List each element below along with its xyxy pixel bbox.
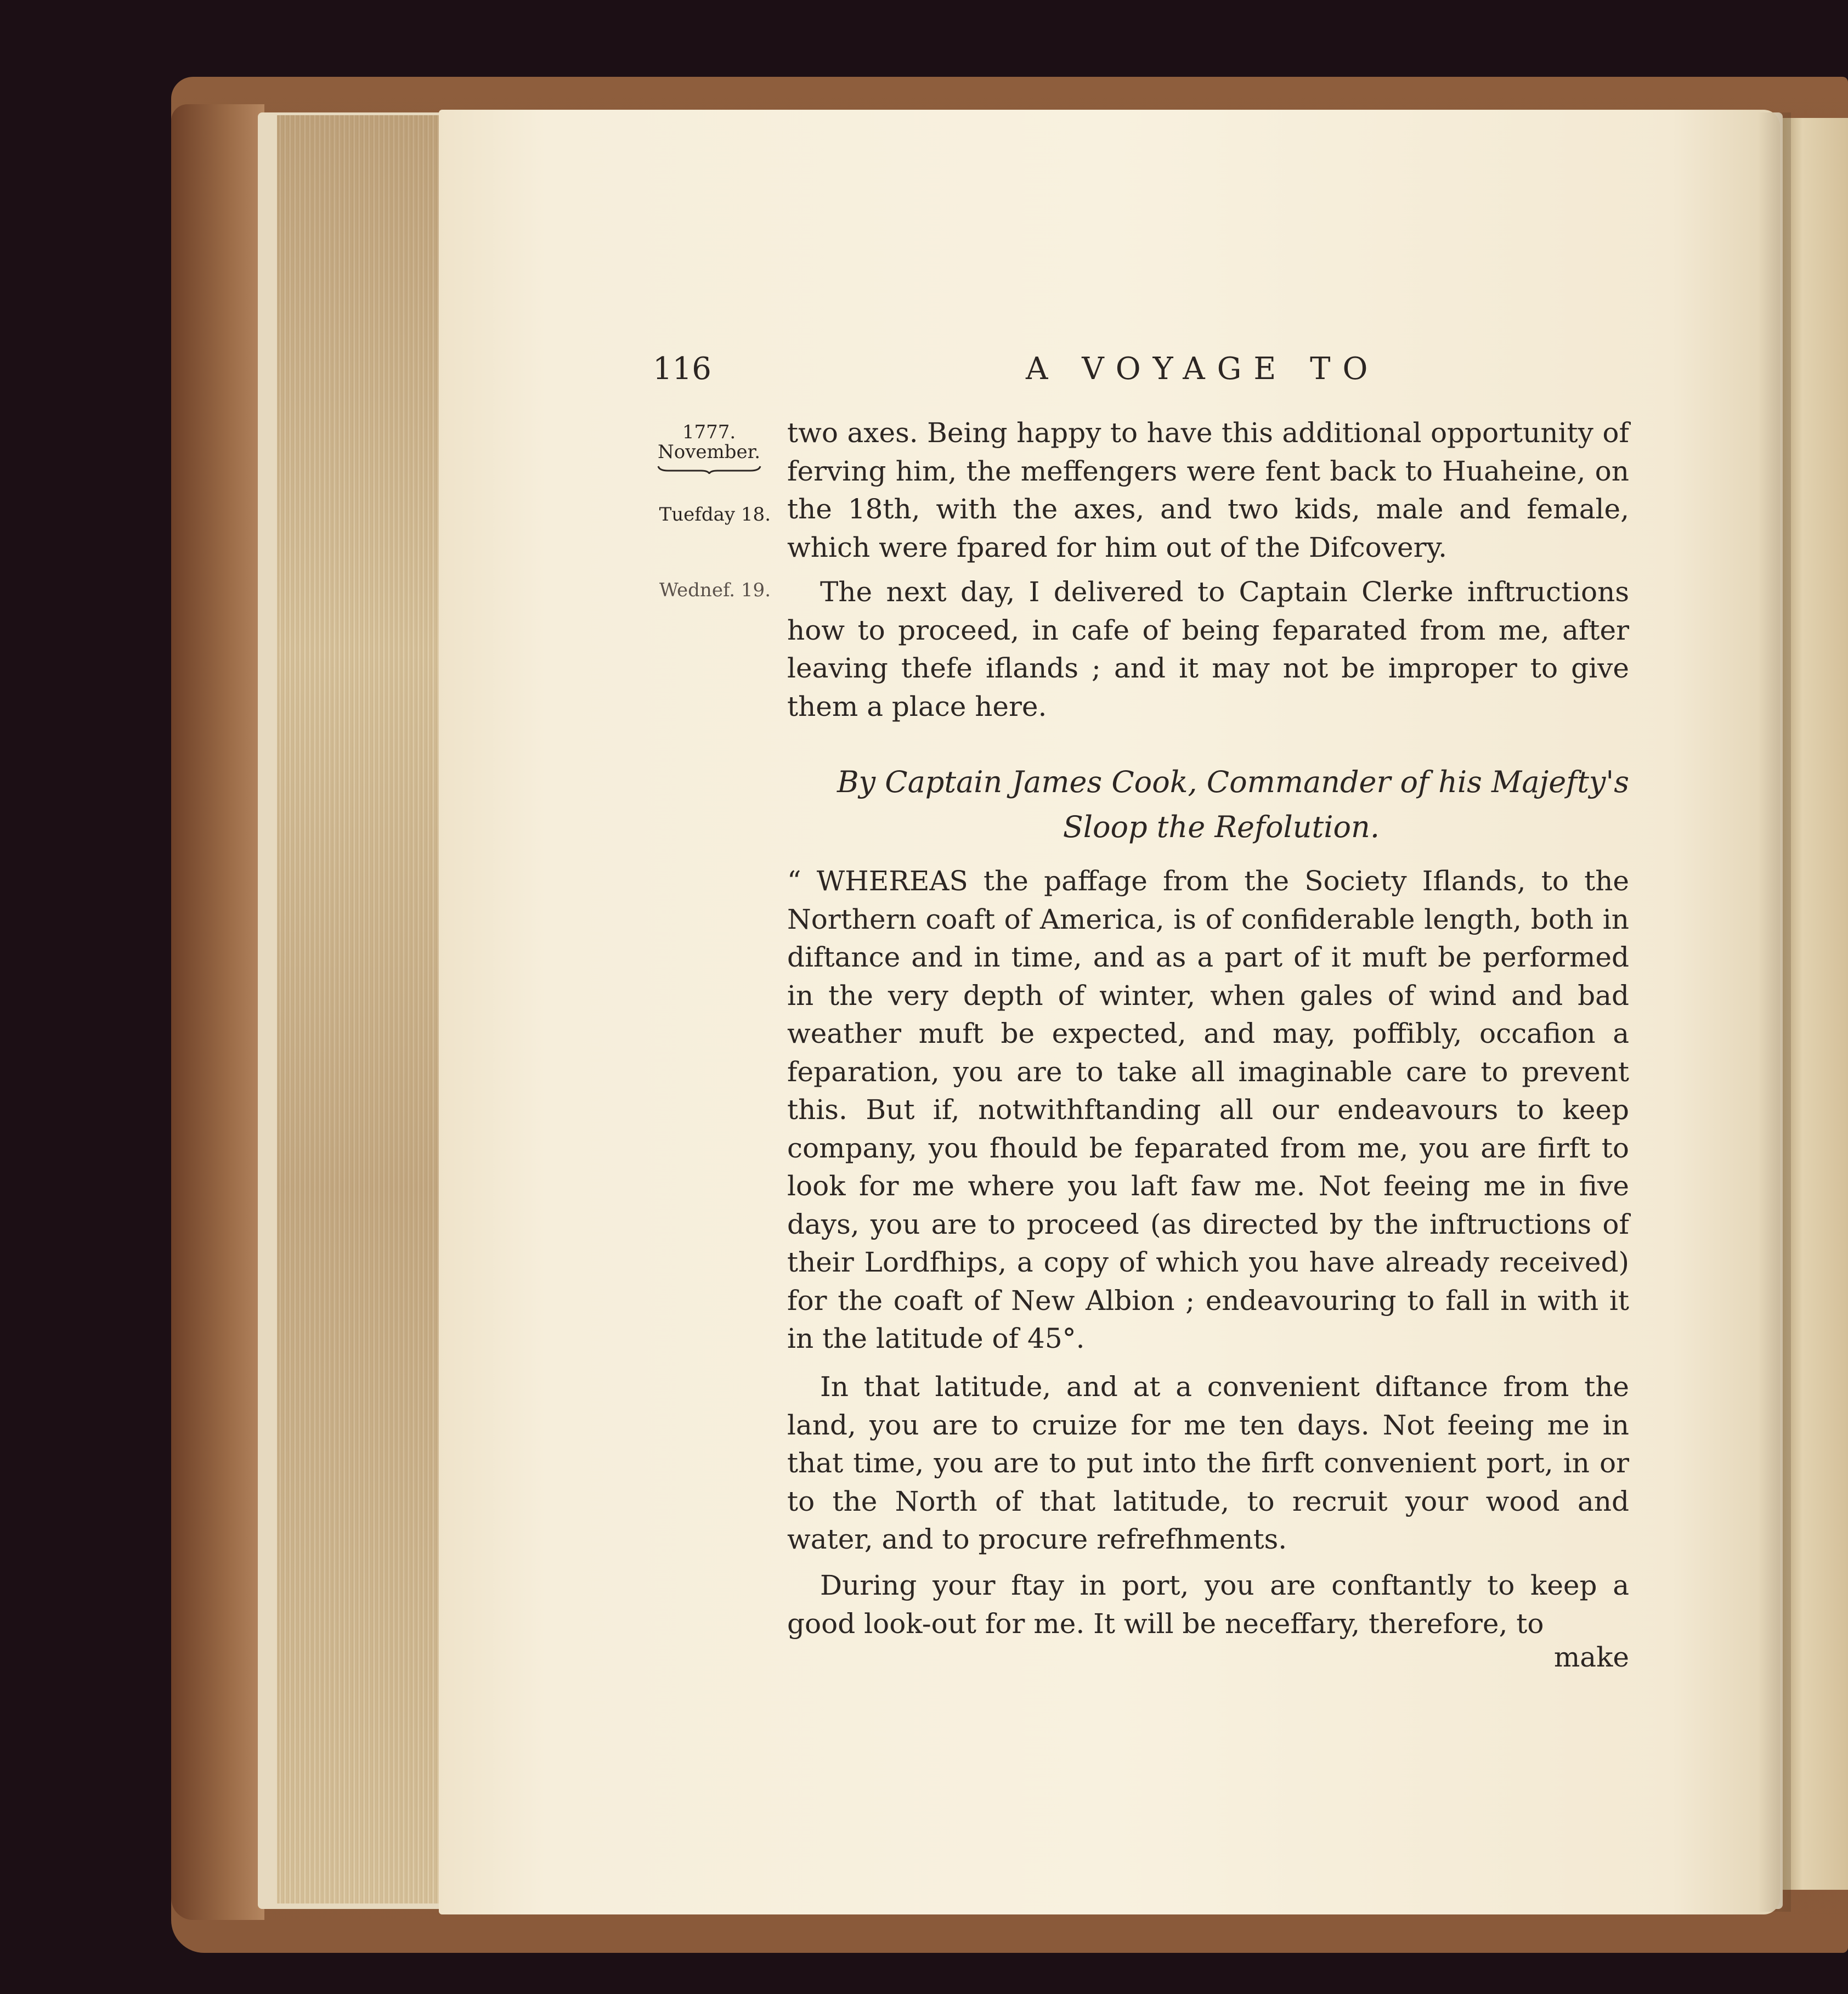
page-edges-stain <box>277 115 442 1903</box>
catchword: make <box>1553 1641 1629 1673</box>
book-cover-edge <box>171 104 264 1920</box>
instructions-heading <box>787 760 1629 850</box>
running-head: A VOYAGE TO <box>1026 351 1380 387</box>
margin-year: 1777. <box>682 421 736 443</box>
heading-line-1: By Captain James Cook, Commander of his Majefty's <box>837 765 1629 799</box>
paragraph-4: In that latitude, and at a convenient diftance from the land, you are to cruize for me ten days. Not feeing me in that time, you are to put into the firft convenient port, in or to the North of that latitude, to recruit your wood and water, and to procure refrefhments. <box>787 1371 1629 1555</box>
page-number: 116 <box>653 351 711 387</box>
paragraph-2: The next day, I delivered to Captain Clerke inftructions how to proceed, in cafe of being feparated from me, after leaving thefe iflands ; and it may not be improper to give them a place here. <box>787 576 1629 722</box>
margin-month: November. <box>658 441 760 463</box>
margin-date <box>647 422 771 474</box>
brace-ornament <box>657 464 761 474</box>
page-header <box>653 351 1629 395</box>
paragraph-3: “ WHEREAS the paffage from the Society Iflands, to the Northern coaft of America, is of confiderable length, both in diftance and in time, and as a part of it muft be performed in the very depth of winter, when gales of wind and bad weather muft be expected, and may, poffibly, occafion a feparation, you are to take all imaginable care to prevent this. But if, notwithftanding all our endeavours to keep company, you fhould be feparated from me, you are firft to look for me where you laft faw me. Not feeing me in five days, you are to proceed (as directed by the inftructions of their Lordfhips, a copy of which you have already received) for the coaft of New Albion ; endeavouring to fall in with it in the latitude of 45°. <box>787 865 1629 1354</box>
gutter-shadow <box>1758 112 1791 1912</box>
paragraph-1: two axes. Being happy to have this additional opportunity of ferving him, the meffengers were fent back to Huaheine, on the 18th, with the axes, and two kids, male and female, which were fpared for him out of the Difcovery. <box>787 417 1629 563</box>
margin-note-wednesday: Wednef. 19. <box>659 579 771 601</box>
margin-note-tuesday: Tuefday 18. <box>659 504 771 526</box>
facing-page-edge <box>1783 118 1848 1890</box>
heading-line-2: Sloop the Refolution. <box>1063 810 1380 844</box>
paragraph-5: During your ftay in port, you are conftantly to keep a good look-out for me. It will be neceffary, therefore, to <box>787 1569 1629 1640</box>
